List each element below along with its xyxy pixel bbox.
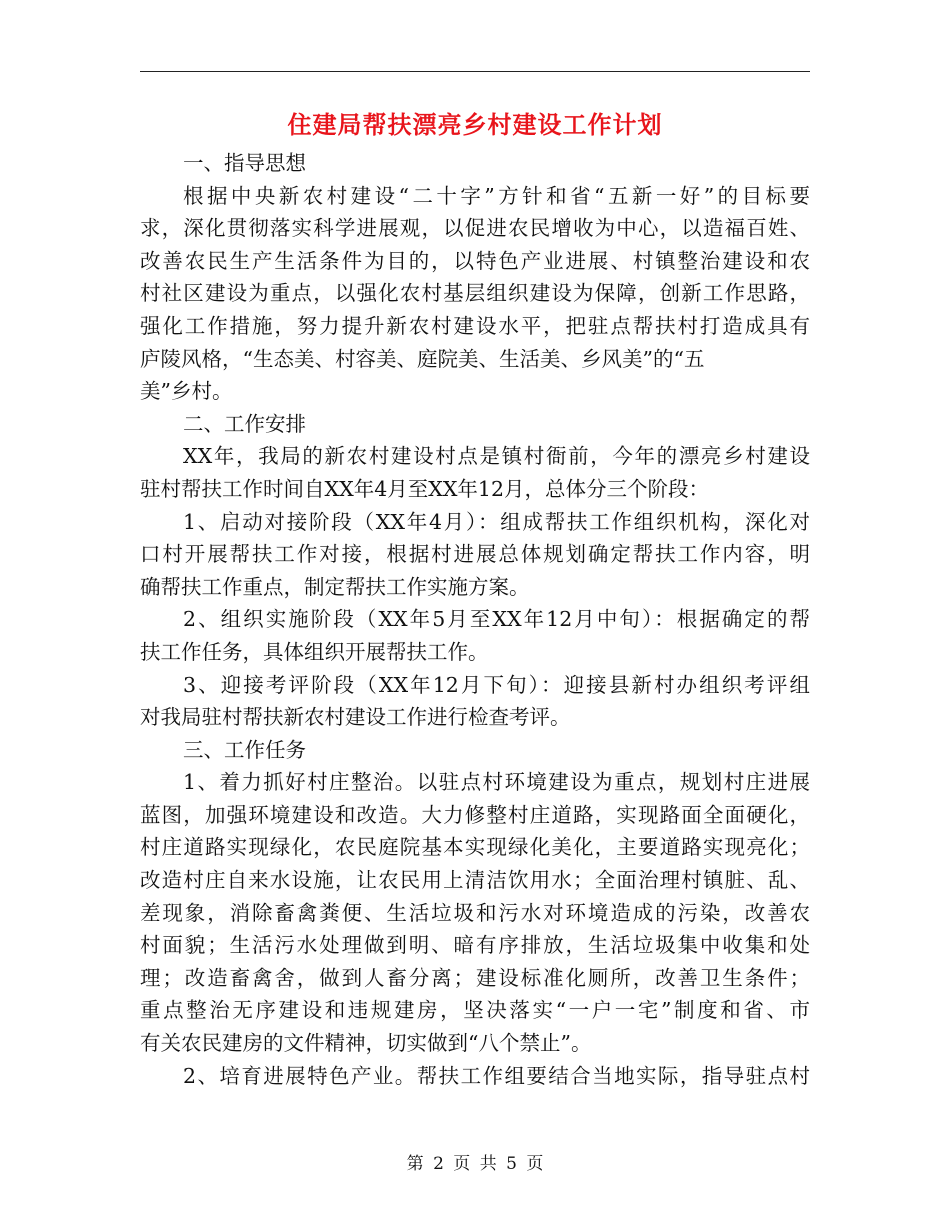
header-rule xyxy=(140,71,810,72)
text-line: 求，深化贯彻落实科学进展观，以促进农民增收为中心，以造福百姓、 xyxy=(140,216,810,241)
text-line: 确帮扶工作重点，制定帮扶工作实施方案。 xyxy=(140,574,530,599)
text-line: 口村开展帮扶工作对接，根据村进展总体规划确定帮扶工作内容，明 xyxy=(140,542,810,567)
text-line: XX年，我局的新农村建设村点是镇村衙前，今年的漂亮乡村建设 xyxy=(183,444,810,469)
text-line: 美”乡村。 xyxy=(140,379,233,404)
text-line: 扶工作任务，具体组织开展帮扶工作。 xyxy=(140,639,489,664)
text-line: 强化工作措施，努力提升新农村建设水平，把驻点帮扶村打造成具有 xyxy=(140,313,810,338)
text-line: 2、组织实施阶段（XX年5月至XX年12月中旬）：根据确定的帮 xyxy=(183,607,810,632)
text-line: 1、着力抓好村庄整治。以驻点村环境建设为重点，规划村庄进展 xyxy=(183,770,810,795)
text-line: 村面貌；生活污水处理做到明、暗有序排放，生活垃圾集中收集和处 xyxy=(140,933,810,958)
text-line: 改造村庄自来水设施，让农民用上清洁饮用水；全面治理村镇脏、乱、 xyxy=(140,868,810,893)
text-line: 理；改造畜禽舍，做到人畜分离；建设标准化厕所，改善卫生条件； xyxy=(140,965,810,990)
page-number: 第 2 页 共 5 页 xyxy=(406,1154,544,1174)
text-line: 驻村帮扶工作时间自XX年4月至XX年12月，总体分三个阶段： xyxy=(140,476,710,501)
text-line: 村庄道路实现绿化，农民庭院基本实现绿化美化，主要道路实现亮化； xyxy=(140,835,810,860)
document-body xyxy=(140,147,810,1092)
text-line: 3、迎接考评阶段（XX年12月下旬）：迎接县新村办组织考评组 xyxy=(183,672,810,697)
text-line: 2、培育进展特色产业。帮扶工作组要结合当地实际，指导驻点村 xyxy=(183,1063,810,1088)
text-line: 差现象，消除畜禽粪便、生活垃圾和污水对环境造成的污染，改善农 xyxy=(140,900,810,925)
text-line: 根据中央新农村建设“二十字”方针和省“五新一好”的目标要 xyxy=(183,183,810,208)
text-line: 二、工作安排 xyxy=(183,411,306,436)
text-line: 一、指导思想 xyxy=(183,151,306,175)
text-line: 1、启动对接阶段（XX年4月）：组成帮扶工作组织机构，深化对 xyxy=(183,509,810,534)
document-title: 住建局帮扶漂亮乡村建设工作计划 xyxy=(287,110,663,139)
text-line: 庐陵风格，“生态美、村容美、庭院美、生活美、乡风美”的“五 xyxy=(140,346,705,371)
text-line: 改善农民生产生活条件为目的，以特色产业进展、村镇整治建设和农 xyxy=(140,248,810,273)
text-line: 村社区建设为重点，以强化农村基层组织建设为保障，创新工作思路， xyxy=(140,281,810,306)
text-line: 重点整治无序建设和违规建房，坚决落实“一户一宅”制度和省、市 xyxy=(140,998,810,1023)
text-line: 蓝图，加强环境建设和改造。大力修整村庄道路，实现路面全面硬化， xyxy=(140,802,810,827)
text-line: 有关农民建房的文件精神，切实做到“八个禁止”。 xyxy=(140,1031,592,1056)
text-line: 三、工作任务 xyxy=(183,737,306,762)
text-line: 对我局驻村帮扶新农村建设工作进行检查考评。 xyxy=(140,705,571,730)
